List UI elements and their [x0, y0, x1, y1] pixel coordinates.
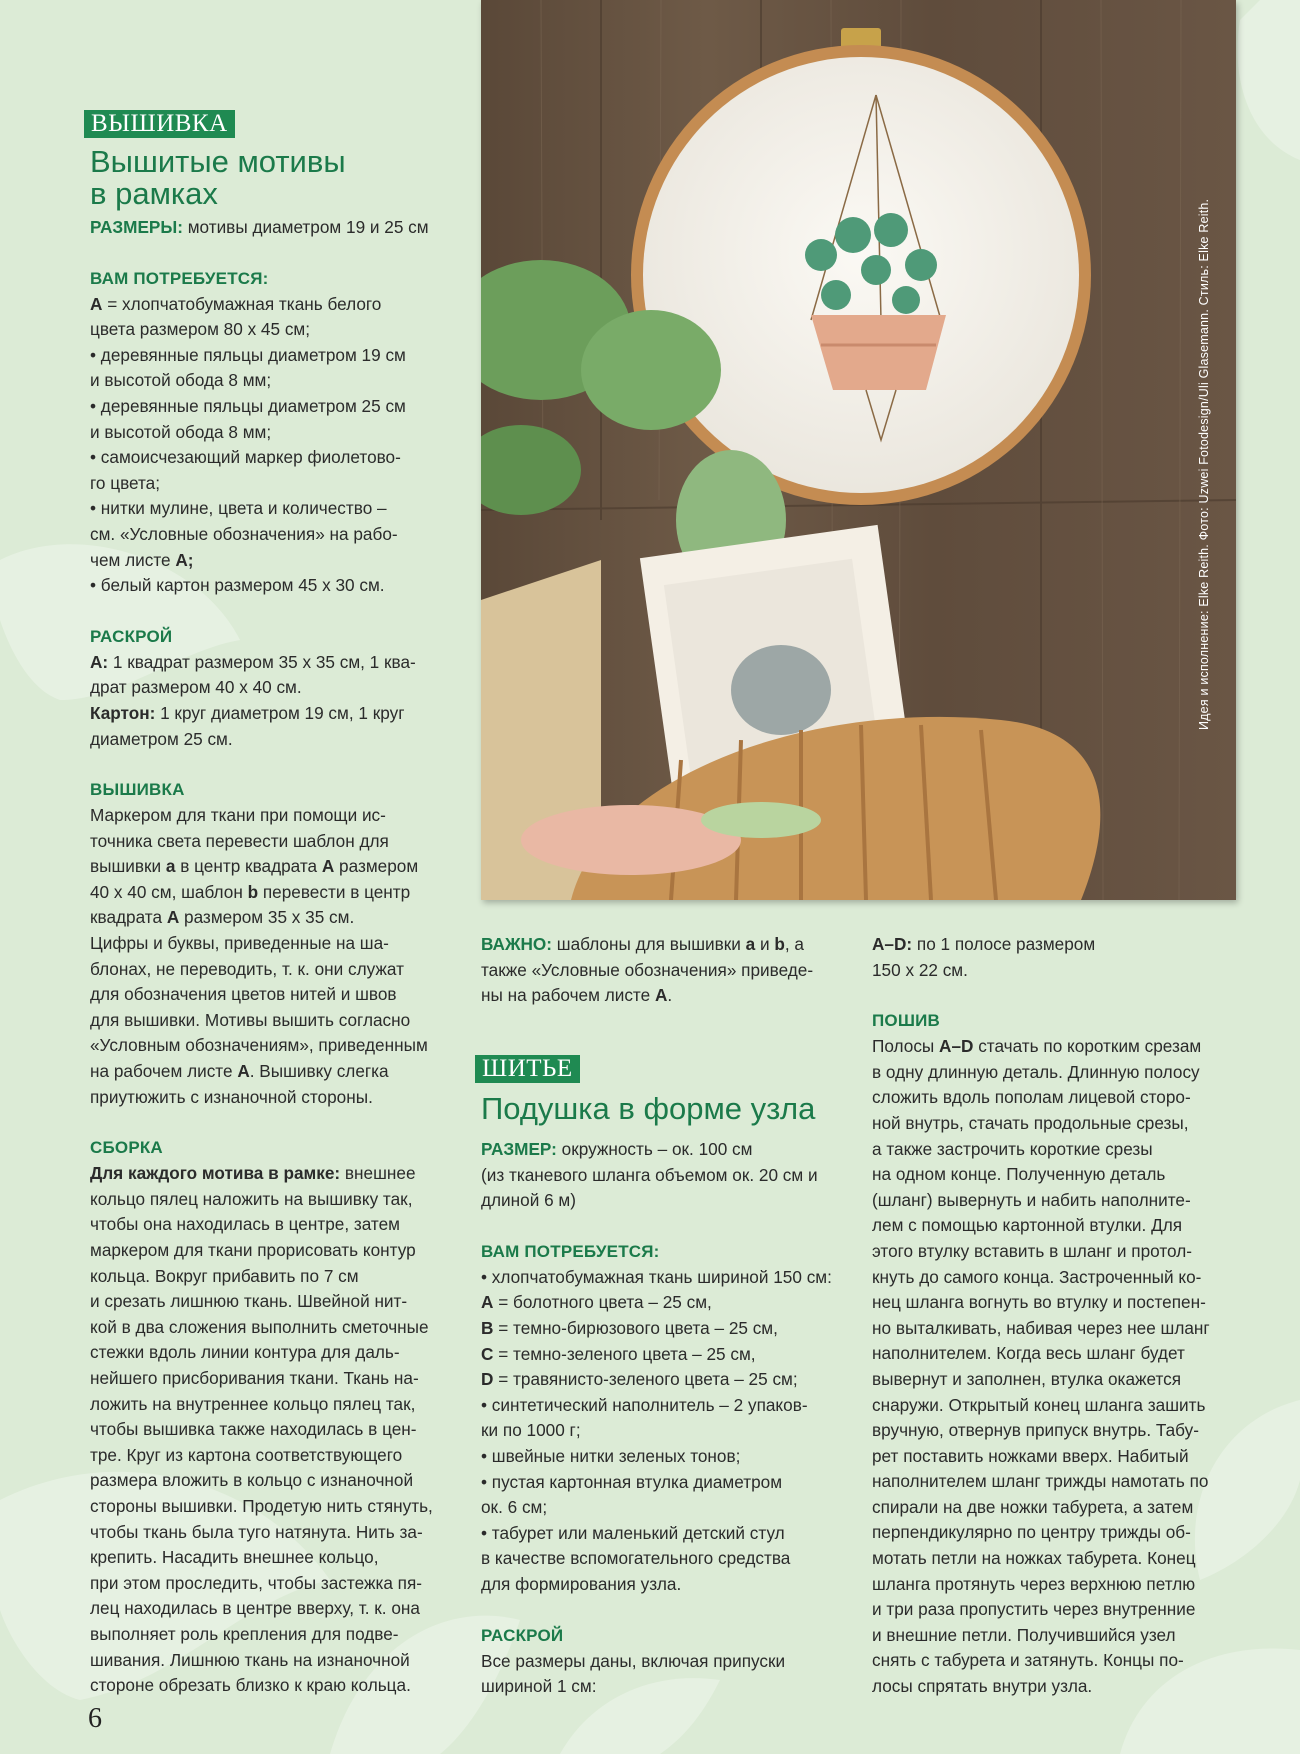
important-text: . — [667, 985, 673, 1006]
asm-bold: Для каждого мотива в рамке: — [90, 1163, 341, 1184]
asm-line: выполняет роль крепления для подве- — [90, 1623, 399, 1644]
need-line: и высотой обода 8 мм; — [90, 421, 272, 442]
sew-line: этого втулку вставить в шланг и протол- — [872, 1240, 1192, 1261]
section-tag-embroidery: ВЫШИВКА — [84, 110, 235, 138]
sew-line: вывернут и заполнен, втулка окажется — [872, 1368, 1182, 1389]
sew-bold: A–D — [939, 1036, 974, 1057]
important-line: также «Условные обозначения» приведе- — [481, 959, 814, 980]
sew-line: наполнителем шланг трижды намотать по — [872, 1471, 1209, 1492]
asm-line: чтобы вышивка также находилась в цен- — [90, 1419, 417, 1440]
sew-line: в одну длинную деталь. Длинную полосу — [872, 1061, 1200, 1082]
sew-text: стачать по коротким срезам — [973, 1036, 1202, 1057]
sew-line: кнуть до самого конца. Застроченный ко- — [872, 1266, 1202, 1287]
cut-a-text: 1 квадрат размером 35 х 35 см, 1 ква- — [108, 651, 416, 672]
color-label: B — [481, 1317, 494, 1338]
emb-text: квадрата — [90, 907, 167, 928]
important-bold: b — [774, 934, 785, 954]
emb-line: Маркером для ткани при помощи ис- — [90, 805, 386, 826]
emb-text: 40 х 40 см, шаблон — [90, 881, 248, 902]
need2-line: в качестве вспомогательного средства — [481, 1548, 791, 1569]
need-line: • самоисчезающий маркер фиолетово- — [90, 447, 401, 468]
ad-line2: 150 х 22 см. — [872, 959, 968, 980]
need2-line: ок. 6 см; — [481, 1497, 548, 1518]
page-number: 6 — [88, 1703, 102, 1734]
sew-line: вручную, отвернув припуск внутрь. Табу- — [872, 1420, 1199, 1441]
color-text: = темно-зеленого цвета – 25 см, — [493, 1343, 756, 1364]
sew-line: снять с табурета и затянуть. Концы по- — [872, 1650, 1184, 1671]
title-line-2: в рамках — [90, 176, 218, 211]
sew-text: Полосы — [872, 1036, 940, 1057]
sew-line: лосы спрятать внутри узла. — [872, 1676, 1093, 1697]
emb-bold: b — [247, 881, 259, 902]
need-line: • нитки мулине, цвета и количество – — [90, 498, 387, 519]
important-bold: a — [745, 934, 756, 954]
sew-line: нец шланга вогнуть во втулку и постепен- — [872, 1292, 1206, 1313]
color-label: C — [481, 1343, 494, 1364]
important-note — [481, 932, 851, 1009]
sew-line: сложить вдоль пополам лицевой сторо- — [872, 1087, 1191, 1108]
asm-line: и срезать лишнюю ткань. Швейной нит- — [90, 1291, 408, 1312]
cut-k-label: Картон: — [90, 702, 156, 723]
sew-line: но выталкивать, набивая через нее шланг — [872, 1317, 1210, 1338]
ad-label: A–D: — [872, 934, 913, 954]
important-label: ВАЖНО: — [481, 934, 553, 954]
color-text: = болотного цвета – 25 см, — [493, 1292, 712, 1313]
emb-text: размером — [334, 856, 419, 877]
emb-text: размером 35 х 35 см. — [179, 907, 355, 928]
emb-text: вышивки — [90, 856, 166, 877]
emb-bold: A — [321, 856, 335, 877]
need2-line: ки по 1000 г; — [481, 1420, 581, 1441]
asm-line: стороне обрезать близко к краю кольца. — [90, 1675, 411, 1696]
sew-line: спирали на две ножки табурета, а затем — [872, 1496, 1194, 1517]
need-heading: ВАМ ПОТРЕБУЕТСЯ: — [90, 268, 269, 288]
emb-text: . Вышивку слегка — [249, 1061, 389, 1082]
emb-text: в центр квадрата — [175, 856, 322, 877]
emb-line: блонах, не переводить, т. к. они служат — [90, 958, 404, 979]
asm-line: чтобы она находилась в центре, затем — [90, 1214, 400, 1235]
need2-line: • хлопчатобумажная ткань шириной 150 см: — [481, 1266, 832, 1287]
emb-line: «Условным обозначениям», приведенным — [90, 1035, 428, 1056]
sew-line: лем с помощью картонной втулки. Для — [872, 1215, 1183, 1236]
need-line: • деревянные пяльцы диаметром 25 см — [90, 395, 406, 416]
size2-line: (из тканевого шланга объемом ок. 20 см и — [481, 1164, 818, 1185]
cut2-heading: РАСКРОЙ — [481, 1625, 564, 1645]
important-text: шаблоны для вышивки — [552, 934, 746, 954]
article-title-pillow: Подушка в форме узла — [481, 1091, 816, 1126]
middle-column — [481, 1137, 861, 1700]
need-line: и высотой обода 8 мм; — [90, 370, 272, 391]
cut-heading: РАСКРОЙ — [90, 626, 173, 646]
size-label: РАЗМЕРЫ: — [90, 217, 183, 237]
cut-k-text: 1 круг диаметром 19 см, 1 круг — [155, 702, 405, 723]
asm-line: лец находилась в центре вверху, т. к. она — [90, 1598, 420, 1619]
sew-line: мотать петли на ножках табурета. Конец — [872, 1548, 1196, 1569]
asm-line: чтобы ткань была туго натянута. Нить за- — [90, 1521, 423, 1542]
asm-line: кольцо пялец наложить на вышивку так, — [90, 1188, 413, 1209]
asm-text: внешнее — [340, 1163, 416, 1184]
need2-line: • пустая картонная втулка диаметром — [481, 1471, 783, 1492]
emb-text: перевести в центр — [258, 881, 411, 902]
asm-line: тре. Круг из картона соответствующего — [90, 1444, 403, 1465]
need-a-text: = хлопчатобумажная ткань белого — [102, 293, 382, 314]
sew-line: рет поставить ножками вверх. Набитый — [872, 1445, 1189, 1466]
section-tag-sewing: ШИТЬЕ — [475, 1055, 580, 1083]
emb-text: на рабочем листе — [90, 1061, 238, 1082]
sew-line: снаружи. Открытый конец шланга зашить — [872, 1394, 1206, 1415]
cut-k-line2: диаметром 25 см. — [90, 728, 233, 749]
need-line: го цвета; — [90, 472, 161, 493]
asm-line: размера вложить в кольцо с изнаночной — [90, 1470, 414, 1491]
right-column — [872, 932, 1272, 1700]
need2-heading: ВАМ ПОТРЕБУЕТСЯ: — [481, 1241, 660, 1261]
asm-line: стороны вышивки. Продетую нить стянуть, — [90, 1495, 433, 1516]
need-last-bold: A; — [175, 549, 194, 570]
emb-line: приутюжить с изнаночной стороны. — [90, 1086, 373, 1107]
need-a-label: A — [90, 293, 103, 314]
sew-line: на одном конце. Полученную деталь — [872, 1164, 1166, 1185]
asm-line: при этом проследить, чтобы застежка пя- — [90, 1572, 423, 1593]
color-label: A — [481, 1292, 494, 1313]
important-text: , а — [784, 934, 804, 954]
need-line: цвета размером 80 х 45 см; — [90, 319, 311, 340]
size2-label: РАЗМЕР: — [481, 1139, 557, 1159]
sew-line: и внешние петли. Получившийся узел — [872, 1624, 1176, 1645]
asm-line: крепить. Насадить внешнее кольцо, — [90, 1547, 379, 1568]
need-line: см. «Условные обозначения» на рабо- — [90, 523, 398, 544]
need-final: • белый картон размером 45 х 30 см. — [90, 575, 385, 596]
photo-illustration — [481, 0, 1236, 900]
embroidery-heading: ВЫШИВКА — [90, 780, 185, 800]
emb-bold: A — [166, 907, 180, 928]
emb-line: точника света перевести шаблон для — [90, 830, 389, 851]
need2-line: • табурет или маленький детский стул — [481, 1522, 785, 1543]
sew-line: а также застрочить короткие срезы — [872, 1138, 1153, 1159]
need2-line: для формирования узла. — [481, 1573, 682, 1594]
asm-line: ложить на внутреннее кольцо пялец так, — [90, 1393, 416, 1414]
emb-line: Цифры и буквы, приведенные на ша- — [90, 933, 389, 954]
sew-line: (шланг) вывернуть и набить наполните- — [872, 1189, 1191, 1210]
color-text: = темно-бирюзового цвета – 25 см, — [493, 1317, 778, 1338]
sew-line: перпендикулярно по центру трижды об- — [872, 1522, 1191, 1543]
photo-embroidery-hoop — [481, 0, 1236, 900]
color-text: = травянисто-зеленого цвета – 25 см; — [493, 1369, 798, 1390]
sew-line: ной внутрь, стачать продольные срезы, — [872, 1112, 1189, 1133]
left-column — [90, 215, 470, 1699]
asm-line: шивания. Лишнюю ткань на изнаночной — [90, 1649, 410, 1670]
cut2-line: Все размеры даны, включая припуски — [481, 1650, 786, 1671]
emb-line: для обозначения цветов нитей и швов — [90, 984, 397, 1005]
need-last-text: чем листе — [90, 549, 176, 570]
sew-line: наполнителем. Когда весь шланг будет — [872, 1343, 1185, 1364]
sew-line: и три раза пропустить через внутренние — [872, 1599, 1196, 1620]
asm-line: стежки вдоль линии контура для даль- — [90, 1342, 400, 1363]
color-label: D — [481, 1369, 494, 1390]
asm-line: кой в два сложения выполнить сметочные — [90, 1316, 429, 1337]
asm-line: кольца. Вокруг прибавить по 7 см — [90, 1265, 359, 1286]
title-line-1: Вышитые мотивы — [90, 144, 346, 179]
asm-line: маркером для ткани прорисовать контур — [90, 1240, 416, 1260]
article-title-embroidery — [90, 146, 346, 210]
photo-credit: Идея и исполнение: Elke Reith. Фото: Uzwei Fotodesign/Uli Glasemann. Стиль: Elke Reith. — [1197, 198, 1211, 730]
ad-text: по 1 полосе размером — [912, 934, 1096, 954]
cut2-line: шириной 1 см: — [481, 1676, 597, 1697]
important-bold: A — [654, 985, 668, 1006]
need2-line: • синтетический наполнитель – 2 упаков- — [481, 1394, 808, 1415]
cut-a-line2: драт размером 40 х 40 см. — [90, 677, 302, 698]
assembly-heading: СБОРКА — [90, 1138, 163, 1158]
sewing-heading: ПОШИВ — [872, 1011, 941, 1031]
need-line: • деревянные пяльцы диаметром 19 см — [90, 344, 406, 365]
emb-line: для вышивки. Мотивы вышить согласно — [90, 1009, 411, 1030]
cut-a-label: A: — [90, 651, 109, 672]
important-text: ны на рабочем листе — [481, 985, 655, 1006]
sew-line: шланга протянуть через верхнюю петлю — [872, 1573, 1196, 1594]
size2-line: длиной 6 м) — [481, 1190, 576, 1211]
important-text: и — [755, 934, 775, 954]
emb-bold: a — [165, 856, 176, 877]
size2-text: окружность – ок. 100 см — [556, 1139, 753, 1159]
need2-line: • швейные нитки зеленых тонов; — [481, 1445, 741, 1466]
size-text: мотивы диаметром 19 и 25 см — [182, 217, 429, 237]
emb-bold: A — [237, 1061, 250, 1082]
asm-line: нейшего присборивания ткани. Ткань на- — [90, 1367, 419, 1388]
